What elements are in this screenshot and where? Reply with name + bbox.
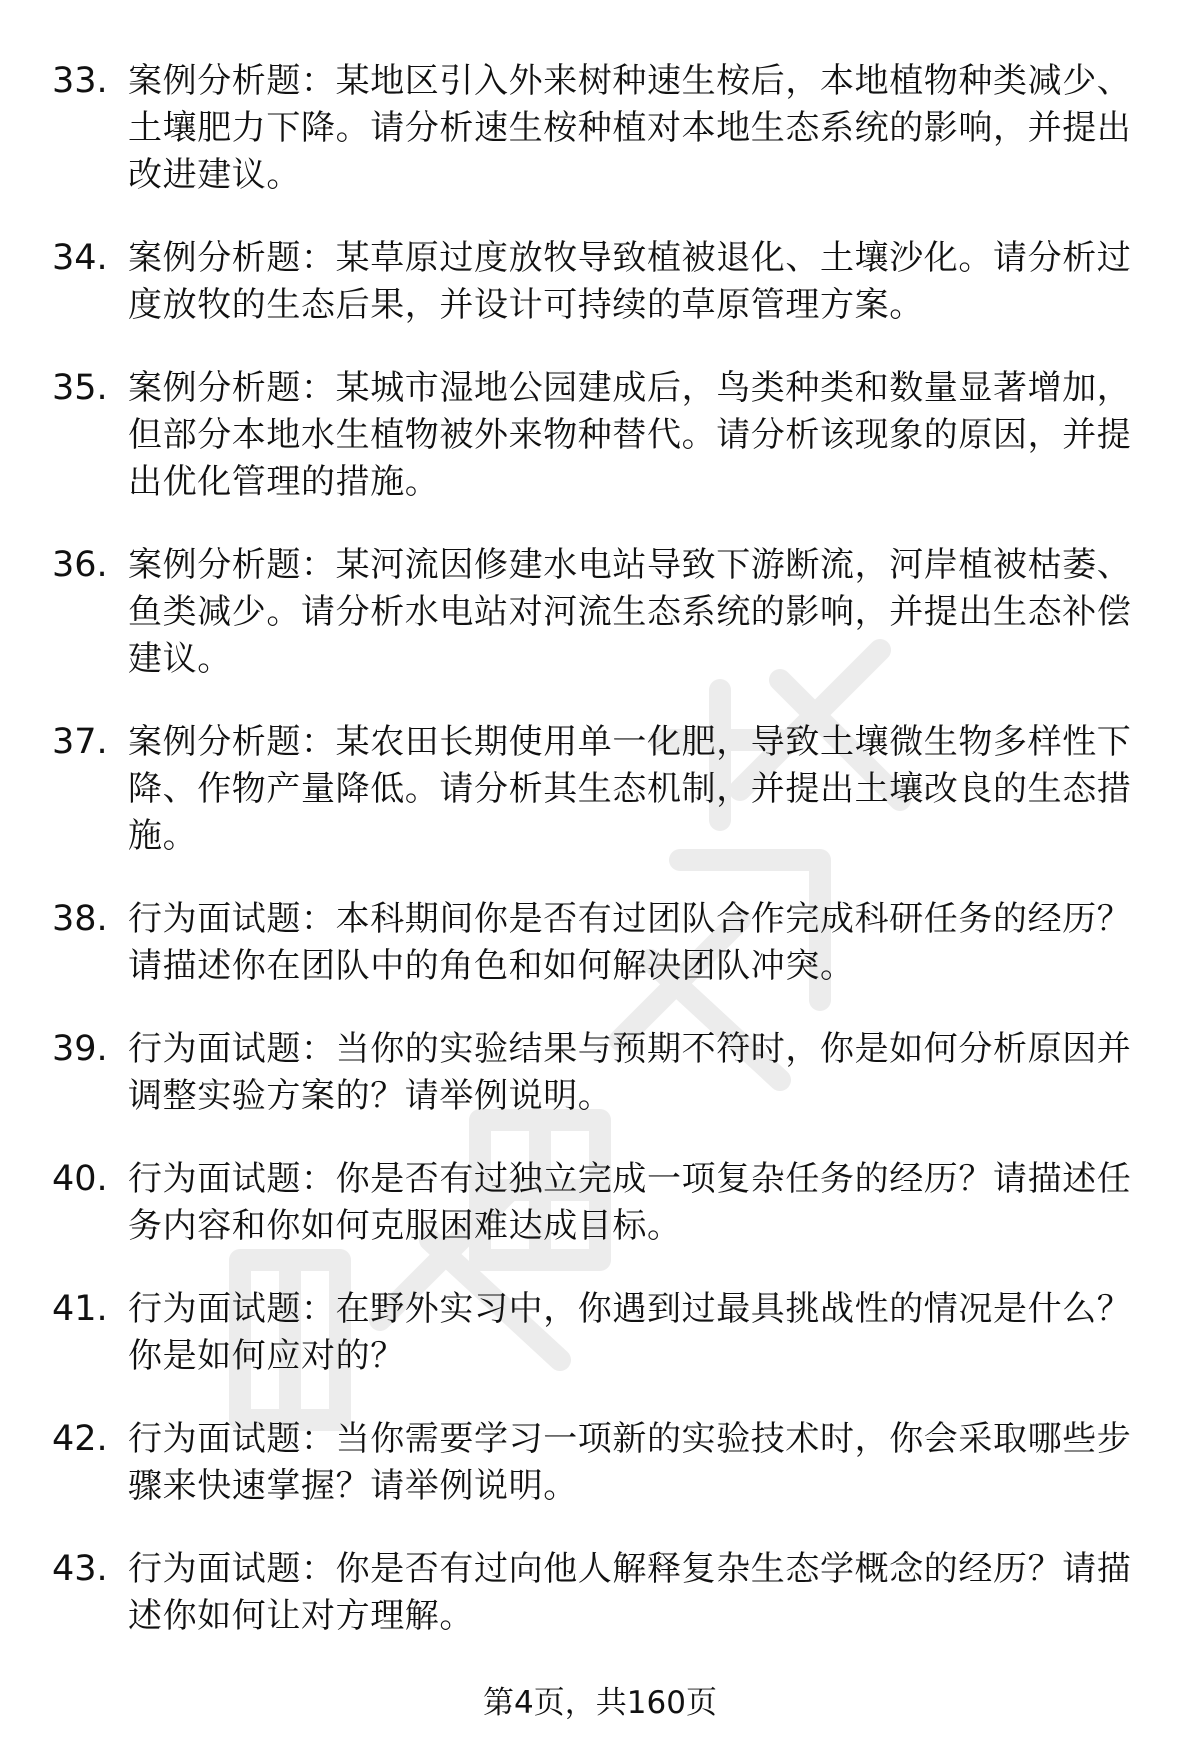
page-footer: 第4页，共160页 [483,1685,717,1721]
question-number: 34. [52,238,108,278]
question-item [52,1156,1142,1250]
question-item [52,1286,1142,1380]
question-item [52,896,1142,990]
question-text: 行为面试题：在野外实习中，你遇到过最具挑战性的情况是什么？你是如何应对的？ [128,1289,1132,1376]
question-text: 案例分析题：某河流因修建水电站导致下游断流，河岸植被枯萎、鱼类减少。请分析水电站对河流生态系统的影响，并提出生态补偿建议。 [128,545,1132,679]
question-number: 33. [52,61,108,101]
question-item [52,719,1142,860]
question-item [52,1026,1142,1120]
question-number: 38. [52,899,108,939]
question-number: 40. [52,1159,108,1199]
question-number: 37. [52,722,108,762]
question-text: 案例分析题：某城市湿地公园建成后，鸟类种类和数量显著增加，但部分本地水生植物被外来物种替代。请分析该现象的原因，并提出优化管理的措施。 [128,368,1132,502]
question-number: 43. [52,1549,108,1589]
question-text: 行为面试题：当你需要学习一项新的实验技术时，你会采取哪些步骤来快速掌握？请举例说明。 [128,1419,1132,1506]
question-number: 35. [52,368,108,408]
question-text: 行为面试题：你是否有过独立完成一项复杂任务的经历？请描述任务内容和你如何克服困难达成目标。 [128,1159,1132,1246]
question-text: 案例分析题：某草原过度放牧导致植被退化、土壤沙化。请分析过度放牧的生态后果，并设计可持续的草原管理方案。 [128,238,1132,325]
question-text: 行为面试题：你是否有过向他人解释复杂生态学概念的经历？请描述你如何让对方理解。 [128,1549,1132,1636]
question-item [52,1546,1142,1640]
question-text: 行为面试题：本科期间你是否有过团队合作完成科研任务的经历？请描述你在团队中的角色和如何解决团队冲突。 [128,899,1132,986]
question-text: 行为面试题：当你的实验结果与预期不符时，你是如何分析原因并调整实验方案的？请举例说明。 [128,1029,1132,1116]
question-text: 案例分析题：某地区引入外来树种速生桉后，本地植物种类减少、土壤肥力下降。请分析速生桉种植对本地生态系统的影响，并提出改进建议。 [128,61,1132,195]
question-number: 36. [52,545,108,585]
question-item [52,1416,1142,1510]
question-text: 案例分析题：某农田长期使用单一化肥，导致土壤微生物多样性下降、作物产量降低。请分析其生态机制，并提出土壤改良的生态措施。 [128,722,1132,856]
question-item [52,235,1142,329]
question-item [52,365,1142,506]
question-item [52,542,1142,683]
question-number: 39. [52,1029,108,1069]
question-item [52,58,1142,199]
question-list [52,58,1142,1676]
question-number: 41. [52,1289,108,1329]
question-number: 42. [52,1419,108,1459]
